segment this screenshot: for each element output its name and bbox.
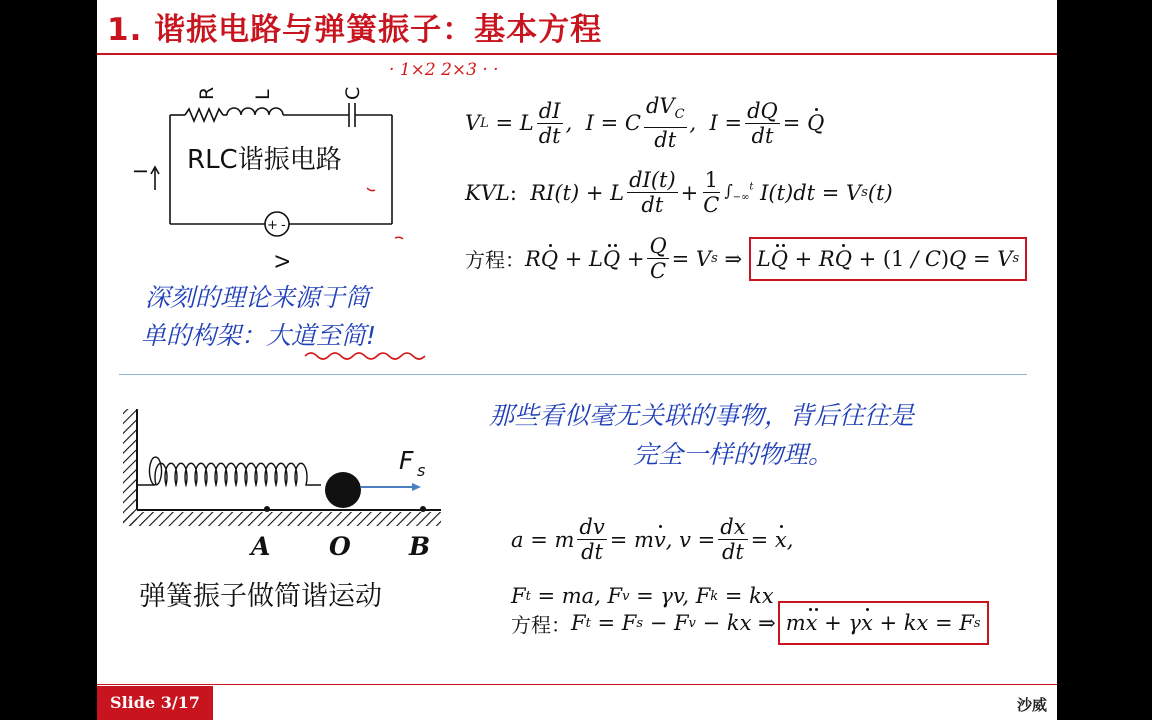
underline-squiggle <box>303 350 443 364</box>
rlc-equation-1: V L = L $\frac{dI}{dt}$ , I = C $\frac{dV_C}{dt}$ , I = $\frac{dQ}{dt}$ = Q <box>465 94 825 153</box>
rlc-boxed-equation: L Q + R Q + (1 / C ) Q = V s <box>749 237 1027 281</box>
point-b-label: B <box>409 532 431 561</box>
spring-oscillator-diagram <box>121 405 451 565</box>
author-name: 沙威 <box>1016 696 1047 714</box>
title-divider <box>97 53 1057 55</box>
minus-sign: - <box>281 218 286 233</box>
rlc-equation-2: KVL : RI(t) + L $\frac{dI(t)}{dt}$ + $\frac{1}{C}$ $\int_{-\infty}^t$ I(t)dt = V s (t) <box>465 168 893 217</box>
inductor-label: L <box>252 89 274 100</box>
force-label: F <box>399 446 414 475</box>
spring-coil <box>137 457 321 485</box>
slide-title: 1. 谐振电路与弹簧振子：基本方程 <box>107 12 603 48</box>
slide-number: Slide 3/17 <box>97 686 213 720</box>
capacitor-label: C <box>342 86 364 100</box>
insight-line-1: 那些看似毫无关联的事物，背后往往是 <box>489 401 915 430</box>
spring-caption: 弹簧振子做简谐运动 <box>139 581 382 612</box>
motto-line-2: 单的构架：大道至简! <box>141 321 377 350</box>
annotation-mark <box>367 188 375 191</box>
rlc-equation-3: 方程： R Q + L Q + $\frac{Q}{C}$ = V s ⇒ L Q + R Q + (1 / C ) Q = V s <box>465 234 1027 283</box>
ball-mass <box>325 472 361 508</box>
plus-sign: + <box>267 218 278 233</box>
handwritten-annotation: · 1×2 2×3 · · <box>389 60 499 80</box>
slide <box>97 0 1057 720</box>
voltage-label: V <box>272 255 294 268</box>
inductor-symbol <box>227 108 283 115</box>
footer-divider <box>97 684 1057 685</box>
rlc-fangcheng-label: 方程： <box>465 248 525 272</box>
spring-equation-3: 方程： F t = F s − F v − kx ⇒ m x + γ x + kx = F s <box>511 601 989 645</box>
point-a-label: A <box>251 532 271 561</box>
annotation-mark <box>395 237 403 239</box>
resistor-label: R <box>196 86 218 100</box>
resistor-symbol <box>185 109 223 121</box>
insight-line-2: 完全一样的物理。 <box>633 440 834 469</box>
floor <box>123 512 441 526</box>
point-o-label: O <box>329 532 351 561</box>
spring-equation-1: a = m $\frac{dv}{dt}$ = m v , v = $\frac{dx}{dt}$ = x , <box>511 515 794 564</box>
spring-boxed-equation: m x + γ x + kx = F s <box>778 601 989 645</box>
current-label: I <box>131 168 152 174</box>
section-divider <box>119 374 1027 375</box>
spring-fangcheng-label: 方程： <box>511 612 571 637</box>
force-sub-label: s <box>417 461 426 480</box>
rlc-circuit-diagram <box>127 70 457 280</box>
spring-equation-2: F t = ma, F v = γv, F k = kx <box>511 584 774 608</box>
circuit-label: RLC谐振电路 <box>187 145 342 175</box>
wall <box>123 409 137 526</box>
motto-line-1: 深刻的理论来源于简 <box>145 283 371 312</box>
